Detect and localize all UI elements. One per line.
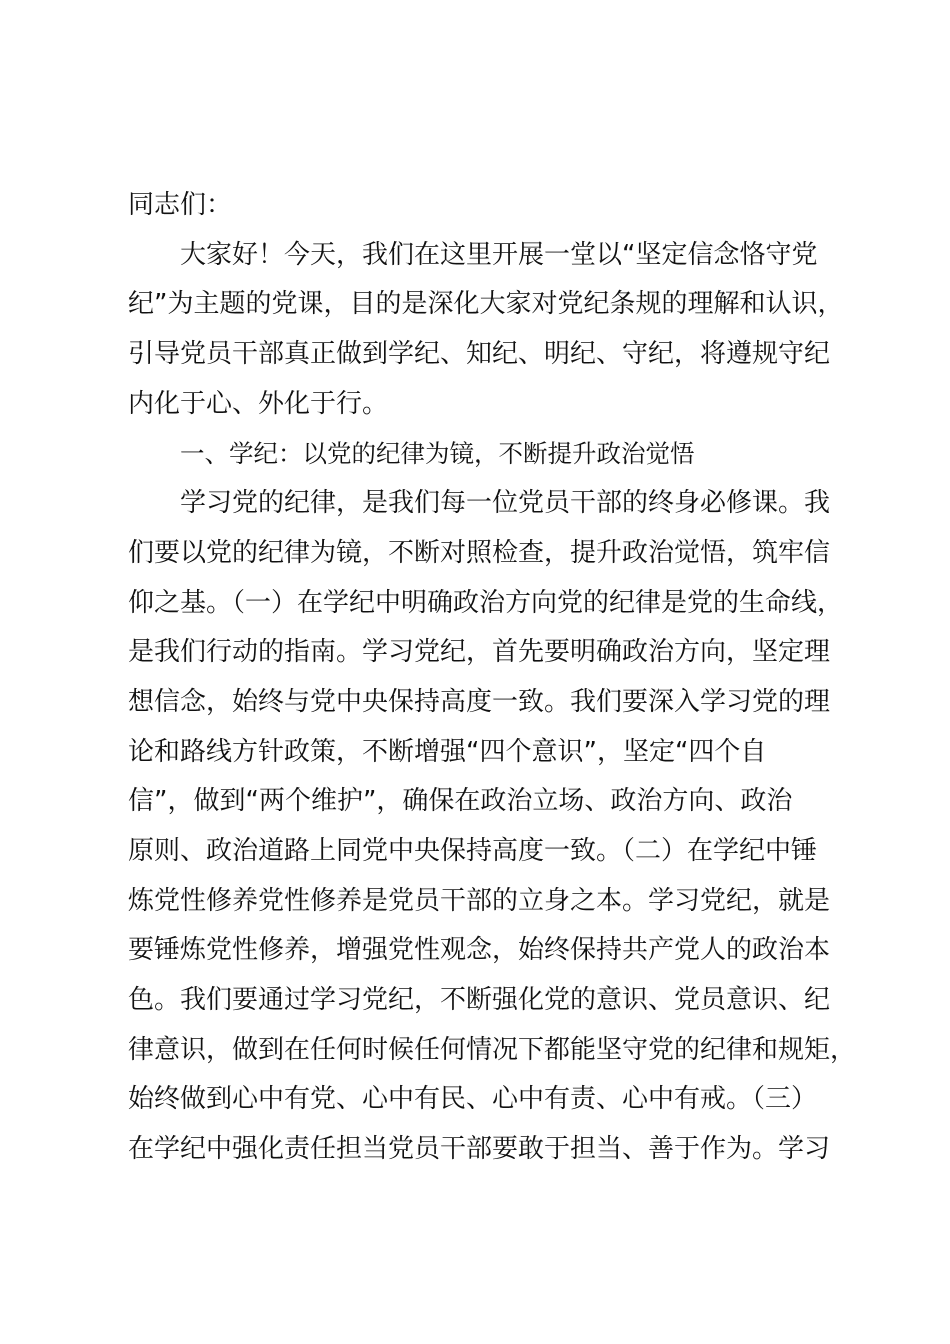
text-line: 内化于心、外化于行。 [128, 388, 389, 419]
text-line: 学习党的纪律，是我们每一位党员干部的终身必修课。我 [180, 488, 831, 519]
text-line: 律意识，做到在任何时候任何情况下都能坚守党的纪律和规矩， [128, 1034, 857, 1065]
text-line: 大家好！今天，我们在这里开展一堂以“坚定信念恪守党 [180, 239, 818, 270]
text-line: 信”，做到“两个维护”，确保在政治立场、政治方向、政治 [128, 786, 793, 817]
text-line: 想信念，始终与党中央保持高度一致。我们要深入学习党的理 [128, 686, 831, 717]
text-line: 论和路线方针政策，不断增强“四个意识”，坚定“四个自 [128, 736, 767, 767]
text-line: 在学纪中强化责任担当党员干部要敢于担当、善于作为。学习 [128, 1134, 831, 1165]
text-line: 们要以党的纪律为镜，不断对照检查，提升政治觉悟，筑牢信 [128, 537, 831, 568]
text-line: 要锤炼党性修养，增强党性观念，始终保持共产党人的政治本 [128, 935, 831, 966]
text-line: 引导党员干部真正做到学纪、知纪、明纪、守纪，将遵规守纪 [128, 339, 831, 370]
text-line: 仰之基。（一）在学纪中明确政治方向党的纪律是党的生命线， [128, 587, 844, 618]
document-body [128, 181, 857, 1175]
text-line: 是我们行动的指南。学习党纪，首先要明确政治方向，坚定理 [128, 637, 831, 668]
section-heading: 一、学纪：以党的纪律为镜，不断提升政治觉悟 [180, 439, 695, 469]
text-line: 色。我们要通过学习党纪，不断强化党的意识、党员意识、纪 [128, 985, 831, 1015]
text-line: 纪”为主题的党课，目的是深化大家对党纪条规的理解和认识， [128, 289, 844, 320]
text-line: 原则、政治道路上同党中央保持高度一致。（二）在学纪中锤 [128, 835, 818, 866]
salutation: 同志们： [128, 190, 233, 220]
text-line: 炼党性修养党性修养是党员干部的立身之本。学习党纪，就是 [128, 885, 831, 916]
text-line: 始终做到心中有党、心中有民、心中有责、心中有戒。（三） [128, 1084, 818, 1115]
